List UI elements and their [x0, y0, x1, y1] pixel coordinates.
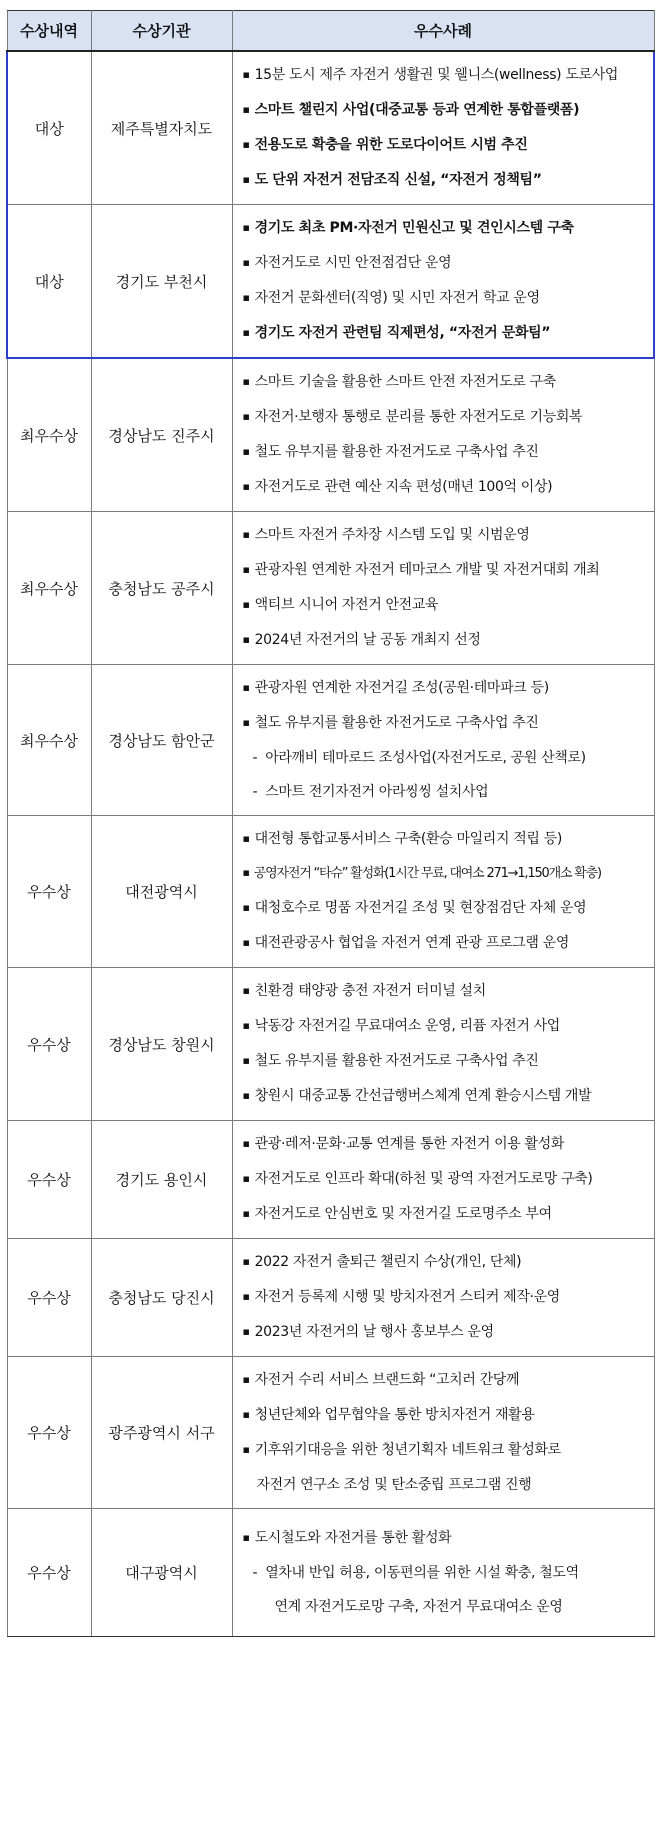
- award-type: 최우수상: [7, 512, 91, 665]
- award-org: 광주광역시 서구: [91, 1357, 232, 1509]
- award-type: 우수상: [7, 816, 91, 968]
- case-item: ▪ 자전거 등록제 시행 및 방치자전거 스티커 제작·운영: [243, 1280, 650, 1315]
- case-item: ▪ 자전거도로 안심번호 및 자전거길 도로명주소 부여: [243, 1197, 650, 1232]
- awards-table: [6, 10, 655, 1637]
- award-type: 우수상: [7, 968, 91, 1121]
- award-type: 대상: [7, 51, 91, 205]
- table-row: [7, 1509, 654, 1637]
- table-row: [7, 358, 654, 512]
- case-item: ▪ 자전거도로 관련 예산 지속 편성(매년 100억 이상): [243, 470, 650, 505]
- case-list: [232, 205, 654, 359]
- award-org: 대구광역시: [91, 1509, 232, 1637]
- case-item: ▪ 철도 유부지를 활용한 자전거도로 구축사업 추진: [243, 1044, 650, 1079]
- award-org: 경기도 용인시: [91, 1121, 232, 1239]
- case-item: ▪ 기후위기대응을 위한 청년기획자 네트워크 활성화로: [243, 1433, 650, 1468]
- case-item: ▪ 2024년 자전거의 날 공동 개최지 선정: [243, 623, 650, 658]
- case-item: ▪ 자전거도로 인프라 확대(하천 및 광역 자전거도로망 구축): [243, 1162, 650, 1197]
- award-type: 대상: [7, 205, 91, 359]
- case-list: [232, 1121, 654, 1239]
- table-row: [7, 51, 654, 205]
- case-list: [232, 1509, 654, 1637]
- case-item: ▪ 철도 유부지를 활용한 자전거도로 구축사업 추진: [243, 706, 650, 741]
- case-item: ▪ 도 단위 자전거 전담조직 신설, “자전거 정책팀”: [243, 163, 650, 198]
- table-row: [7, 1239, 654, 1357]
- table-row: [7, 968, 654, 1121]
- case-item: ▪ 경기도 최초 PM·자전거 민원신고 및 견인시스템 구축: [243, 211, 650, 246]
- award-org: 충청남도 당진시: [91, 1239, 232, 1357]
- case-item: ▪ 관광자원 연계한 자전거길 조성(공원·테마파크 등): [243, 671, 650, 706]
- case-item: ▪ 도시철도와 자전거를 통한 활성화: [243, 1521, 650, 1556]
- case-item: ▪ 전용도로 확충을 위한 도로다이어트 시범 추진: [243, 128, 650, 163]
- case-item: ▪ 자전거도로 시민 안전점검단 운영: [243, 246, 650, 281]
- award-org: 제주특별자치도: [91, 51, 232, 205]
- case-item: ▪ 자전거·보행자 통행로 분리를 통한 자전거도로 기능회복: [243, 400, 650, 435]
- case-item: ▪ 관광·레저·문화·교통 연계를 통한 자전거 이용 활성화: [243, 1127, 650, 1162]
- award-org: 경상남도 창원시: [91, 968, 232, 1121]
- award-type: 우수상: [7, 1357, 91, 1509]
- award-org: 대전광역시: [91, 816, 232, 968]
- case-list: [232, 358, 654, 512]
- case-item: ▪ 관광자원 연계한 자전거 테마코스 개발 및 자전거대회 개최: [243, 553, 650, 588]
- table-row: [7, 1357, 654, 1509]
- case-list: [232, 816, 654, 968]
- case-item: ▪ 스마트 챌린지 사업(대중교통 등과 연계한 통합플랫폼): [243, 93, 650, 128]
- table-row: [7, 665, 654, 816]
- case-item: ▪ 친환경 태양광 충전 자전거 터미널 설치: [243, 974, 650, 1009]
- header-cases: 우수사례: [232, 11, 654, 52]
- table-row: [7, 1121, 654, 1239]
- case-item: ▪ 철도 유부지를 활용한 자전거도로 구축사업 추진: [243, 435, 650, 470]
- table-header: [7, 11, 654, 52]
- case-item: ▪ 2022 자전거 출퇴근 챌린지 수상(개인, 단체): [243, 1245, 650, 1280]
- award-org: 경상남도 진주시: [91, 358, 232, 512]
- header-org: 수상기관: [91, 11, 232, 52]
- case-subitem: - 스마트 전기자전거 아라씽씽 설치사업: [243, 775, 650, 809]
- case-list: [232, 1239, 654, 1357]
- table-row: [7, 512, 654, 665]
- case-list: [232, 1357, 654, 1509]
- case-item: ▪ 청년단체와 업무협약을 통한 방치자전거 재활용: [243, 1398, 650, 1433]
- case-subitem: - 아라깨비 테마로드 조성사업(자전거도로, 공원 산책로): [243, 741, 650, 775]
- case-list: [232, 512, 654, 665]
- table-row: [7, 816, 654, 968]
- award-org: 충청남도 공주시: [91, 512, 232, 665]
- table-body: [7, 51, 654, 1637]
- case-list: [232, 665, 654, 816]
- award-org: 경상남도 함안군: [91, 665, 232, 816]
- case-item: ▪ 스마트 기술을 활용한 스마트 안전 자전거도로 구축: [243, 365, 650, 400]
- header-award: 수상내역: [7, 11, 91, 52]
- case-list: [232, 968, 654, 1121]
- header-row: [7, 11, 654, 52]
- case-item-continued: 자전거 연구소 조성 및 탄소중립 프로그램 진행: [256, 1477, 532, 1493]
- case-item: ▪ 대전관광공사 협업을 자전거 연계 관광 프로그램 운영: [243, 926, 650, 961]
- case-item: ▪ 창원시 대중교통 간선급행버스체계 연계 환승시스템 개발: [243, 1079, 650, 1114]
- case-item: ▪ 경기도 자전거 관련팀 직제편성, “자전거 문화팀”: [243, 316, 650, 351]
- table-row: [7, 205, 654, 359]
- award-type: 최우수상: [7, 358, 91, 512]
- case-item: ▪ 자전거 문화센터(직영) 및 시민 자전거 학교 운영: [243, 281, 650, 316]
- case-item: ▪ 2023년 자전거의 날 행사 홍보부스 운영: [243, 1315, 650, 1350]
- case-item: ▪ 액티브 시니어 자전거 안전교육: [243, 588, 650, 623]
- case-item: ▪ 자전거 수리 서비스 브랜드화 “고치러 간당께: [243, 1363, 650, 1398]
- case-item: ▪ 대전형 통합교통서비스 구축(환승 마일리지 적립 등): [243, 822, 650, 857]
- case-item: ▪ 15분 도시 제주 자전거 생활권 및 웰니스(wellness) 도로사업: [243, 58, 650, 93]
- award-org: 경기도 부천시: [91, 205, 232, 359]
- case-item: ▪ 낙동강 자전거길 무료대여소 운영, 리퓸 자전거 사업: [243, 1009, 650, 1044]
- award-type: 우수상: [7, 1509, 91, 1637]
- award-type: 우수상: [7, 1121, 91, 1239]
- case-subitem-continued: 연계 자전거도로망 구축, 자전거 무료대여소 운영: [274, 1599, 563, 1615]
- case-item: ▪ 스마트 자전거 주차장 시스템 도입 및 시범운영: [243, 518, 650, 553]
- case-subitem: - 열차내 반입 허용, 이동편의를 위한 시설 확충, 철도역: [243, 1556, 650, 1590]
- case-item: ▪ 대청호수로 명품 자전거길 조성 및 현장점검단 자체 운영: [243, 891, 650, 926]
- award-type: 우수상: [7, 1239, 91, 1357]
- award-type: 최우수상: [7, 665, 91, 816]
- case-list: [232, 51, 654, 205]
- case-item: ▪ 공영자전거 “타슈” 활성화(1시간 무료, 대여소 271→1,150개소 확충): [243, 857, 650, 891]
